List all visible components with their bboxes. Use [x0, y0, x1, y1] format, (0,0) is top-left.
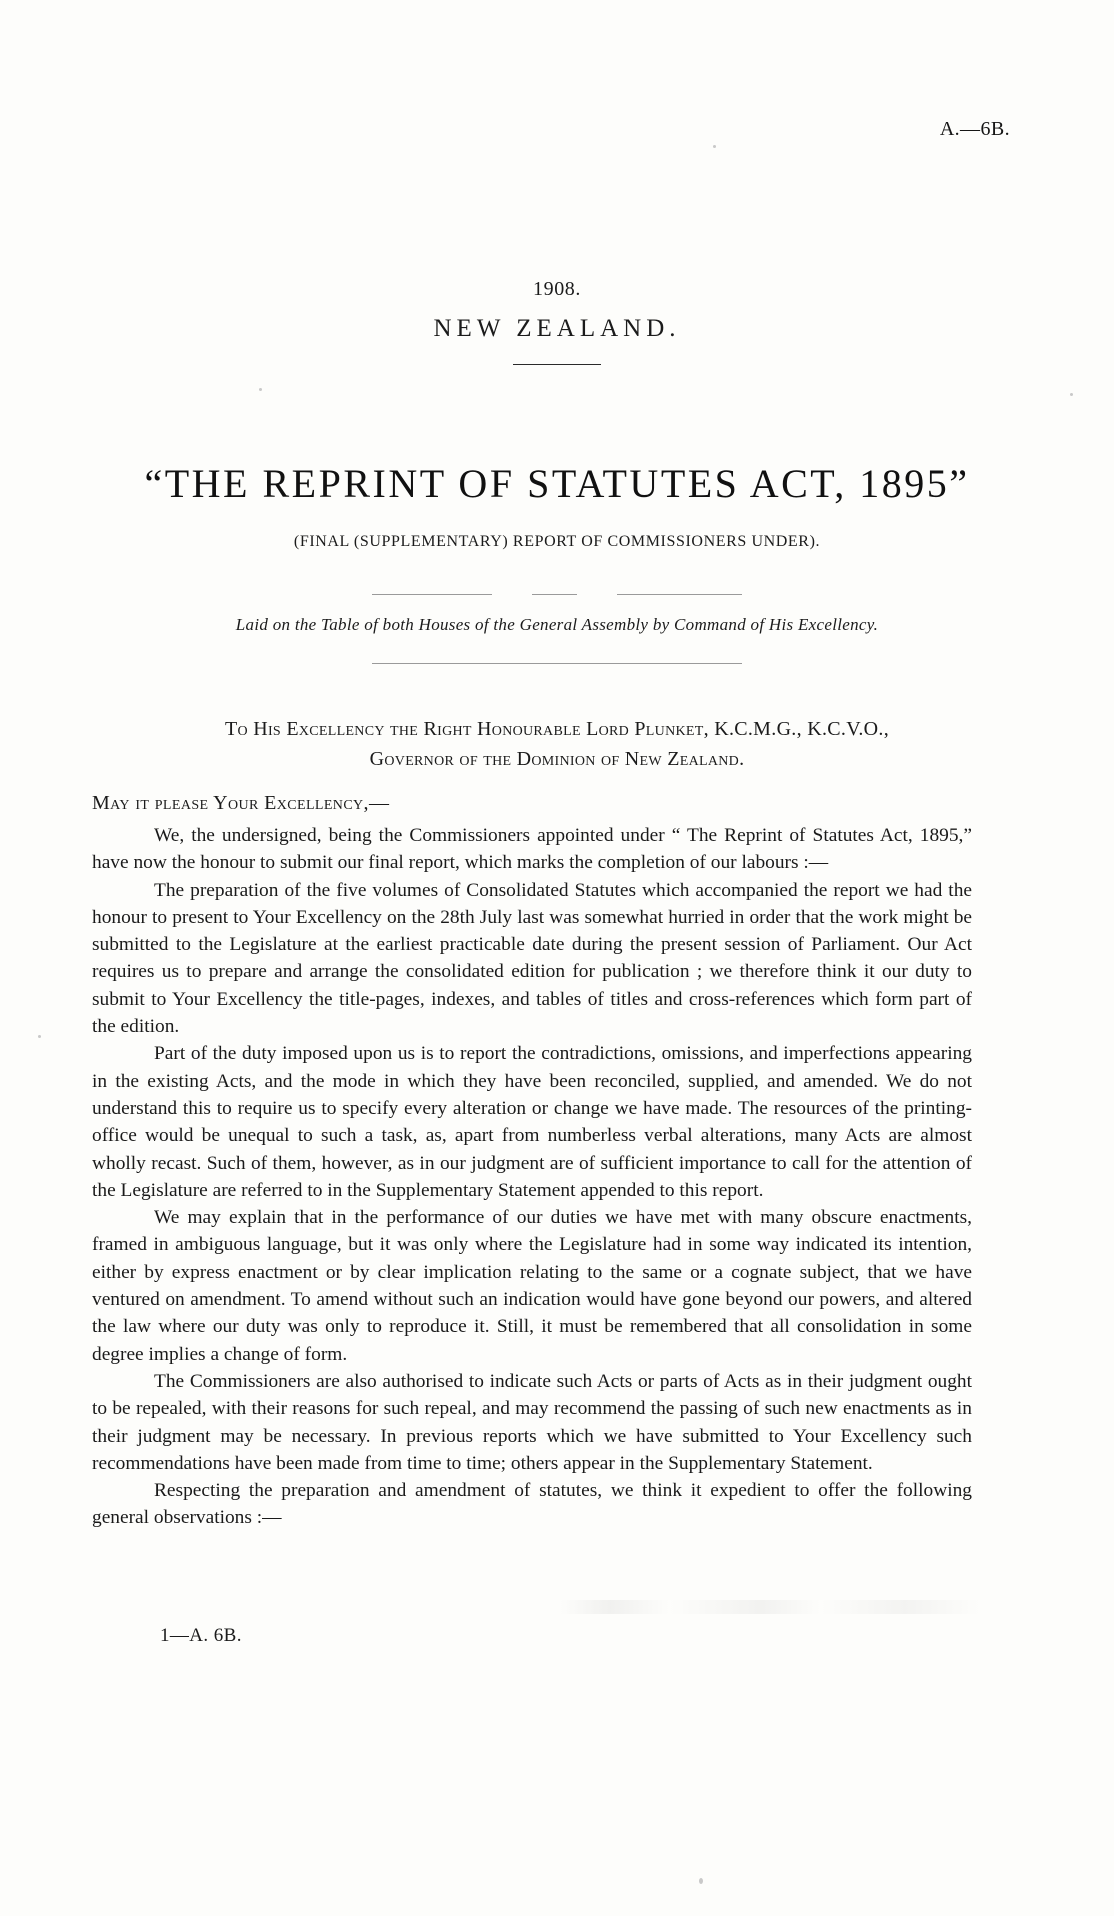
publication-year: 1908.: [533, 278, 581, 300]
paper-speck: [699, 1878, 703, 1884]
paragraph: Part of the duty imposed upon us is to report the contradictions, omissions, and imperfections appearing in the existing Acts, and the mode in which they have been reconciled, supplied, and amended. We do not understand this to require us to specify every alteration or change we have made. The resources of the printing-office would be unequal to such a task, as, apart from numberless verbal alterations, many Acts are almost wholly recast. Such of them, however, as in our judgment are of sufficient importance to call for the attention of the Legislature are referred to in the Supplementary Statement appended to this report.: [92, 1043, 972, 1201]
ornament-rule-top: [372, 594, 742, 595]
paragraph: We, the undersigned, being the Commissioners appointed under “ The Reprint of Statutes Act, 1895,” have now the honour to submit our final report, which marks the completion of our labours :—: [92, 825, 972, 874]
paper-smudge: [560, 1600, 980, 1614]
paragraph: The preparation of the five volumes of Consolidated Statutes which accompanied the report we had the honour to present to Your Excellency on the 28th July last was somewhat hurried in order that the work might be submitted to the Legislature at the earliest practicable date during the present session of Parliament. Our Act requires us to prepare and arrange the consolidated edition for publication ; we therefore think it our duty to submit to Your Excellency the title-pages, indexes, and tables of titles and cross-references which form part of the edition.: [92, 879, 972, 1038]
paragraph: We may explain that in the performance of our duties we have met with many obscure enactments, framed in ambiguous language, but it was only where the Legislature had in some way indicated its intention, either by express enactment or by clear implication relating to the same or a cognate subject, that we have ventured on amendment. To amend without such an indication would have gone beyond our powers, and altered the law where our duty was only to reproduce it. Still, it must be remembered that all consolidation in some degree implies a change of form.: [92, 1207, 972, 1365]
paper-speck: [713, 145, 716, 148]
folio-mark: 1—A. 6B.: [160, 1625, 242, 1646]
addressee: [90, 714, 1024, 774]
addressee-line-1: To His Excellency the Right Honourable Lord Plunket, K.C.M.G., K.C.V.O.,: [225, 718, 889, 740]
salutation: May it please Your Excellency,—: [92, 792, 390, 814]
paragraph: Respecting the preparation and amendment of statutes, we think it expedient to offer the following general observations :—: [92, 1480, 972, 1529]
paper-speck: [1070, 393, 1073, 396]
addressee-line-2: Governor of the Dominion of New Zealand.: [369, 748, 745, 770]
country-heading: NEW ZEALAND.: [433, 315, 681, 342]
page-subtitle: (FINAL (SUPPLEMENTARY) REPORT OF COMMISSIONERS UNDER).: [293, 533, 821, 550]
divider-rule: [513, 364, 601, 365]
body-text: [92, 822, 972, 1532]
laid-on-table-note: Laid on the Table of both Houses of the General Assembly by Command of His Excellency.: [235, 615, 879, 634]
paragraph: The Commissioners are also authorised to indicate such Acts or parts of Acts as in their judgment ought to be repealed, with their reasons for such repeal, and may recommend the passing of such new enactments as in their judgment may be necessary. In previous reports which we have submitted to Your Excellency such recommendations have been made from time to time; others appear in the Supplementary Statement.: [92, 1370, 972, 1474]
paper-speck: [259, 388, 262, 391]
document-reference: A.—6B.: [939, 118, 1010, 140]
page-title: “THE REPRINT OF STATUTES ACT, 1895”: [144, 461, 970, 506]
paper-speck: [38, 1035, 41, 1038]
ornament-rule-bottom: [372, 663, 742, 664]
